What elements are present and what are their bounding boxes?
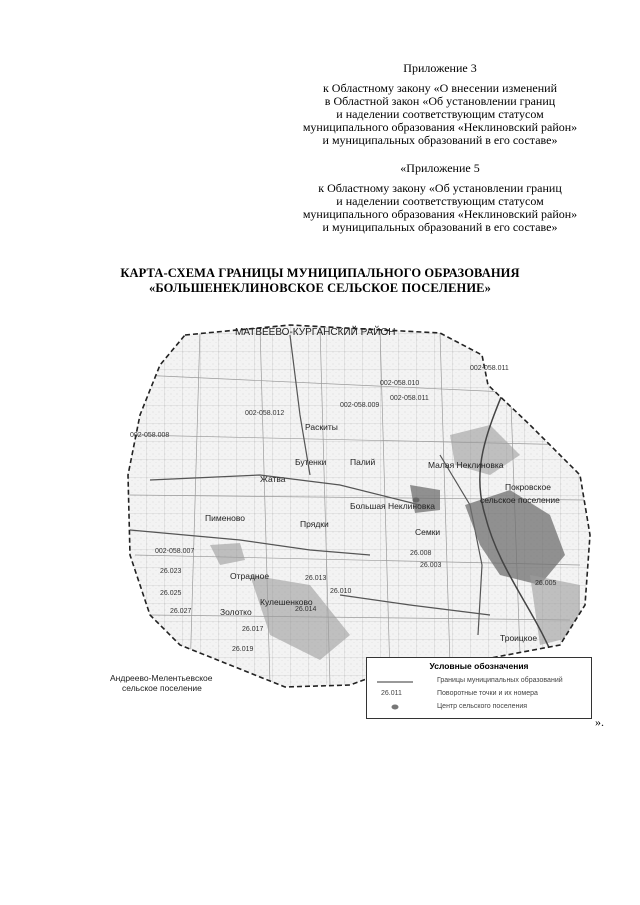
point-label: 26.010 xyxy=(330,588,352,595)
label-zhatva: Жатва xyxy=(260,474,286,484)
map-title xyxy=(60,266,580,296)
appendix-line: и наделении соответствующим статусом xyxy=(336,107,544,121)
topographic-map xyxy=(110,315,600,715)
map-canvas xyxy=(110,315,600,715)
label-pokrovskoe-sub: сельское поселение xyxy=(480,495,560,505)
point-label: 26.003 xyxy=(420,562,442,569)
legend-point-sample: 26.011 xyxy=(381,690,402,697)
label-pryadki: Прядки xyxy=(300,519,329,529)
point-label: 26.014 xyxy=(295,606,317,613)
label-zolotko: Золотко xyxy=(220,607,252,617)
label-primenovo: Пименово xyxy=(205,513,245,523)
appendix2-line: к Областному закону «Об установлении границ xyxy=(318,181,562,195)
point-label: 002-058.012 xyxy=(245,410,285,417)
appendix2-line: и муниципальных образований в его составе» xyxy=(322,220,558,234)
point-label: 002-058.011 xyxy=(390,395,429,402)
legend xyxy=(366,657,592,719)
label-semki: Семки xyxy=(415,527,441,537)
label-otradnoe: Отрадное xyxy=(230,571,270,581)
point-label: 002-058.010 xyxy=(380,380,420,387)
boundary-line-icon xyxy=(375,675,415,687)
legend-label: Границы муниципальных образований xyxy=(437,677,563,684)
point-label: 26.027 xyxy=(170,608,192,615)
label-andreevo-sub: сельское поселение xyxy=(122,683,202,693)
legend-title: Условные обозначения xyxy=(429,661,529,671)
label-kuleshenko: Кулешенково xyxy=(260,597,313,607)
point-label: 26.017 xyxy=(242,626,264,633)
closing-quote: ». xyxy=(595,715,604,729)
appendix2-line: и наделении соответствующим статусом xyxy=(336,194,544,208)
label-andreevo: Андреево-Мелентьевское xyxy=(110,673,213,683)
label-paliy: Палий xyxy=(350,457,376,467)
appendix-line: к Областному закону «О внесении изменений xyxy=(322,81,558,95)
legend-row-center xyxy=(375,701,587,713)
appendix2-line: муниципального образования «Неклиновский район» xyxy=(302,207,578,221)
legend-row-points xyxy=(375,688,587,700)
map-title-line: КАРТА-СХЕМА ГРАНИЦЫ МУНИЦИПАЛЬНОГО ОБРАЗОВАНИЯ xyxy=(120,266,520,280)
legend-row-boundary xyxy=(375,675,587,687)
legend-label: Поворотные точки и их номера xyxy=(437,690,538,697)
point-label: 26.025 xyxy=(160,590,182,597)
point-label: 26.013 xyxy=(305,575,327,582)
point-label: 26.005 xyxy=(535,580,557,587)
appendix-line: в Областной закон «Об установлении границ xyxy=(324,94,556,108)
point-label: 26.019 xyxy=(232,646,254,653)
label-matveevo: МАТВЕЕВО-КУРГАНСКИЙ РАЙОН xyxy=(235,327,396,338)
map-title-line: «БОЛЬШЕНЕКЛИНОВСКОЕ СЕЛЬСКОЕ ПОСЕЛЕНИЕ» xyxy=(149,281,491,295)
label-troitskoe: Троицкое xyxy=(500,633,538,643)
label-bolshaya: Большая Неклиновка xyxy=(350,501,435,511)
label-butenki: Бутенки xyxy=(295,457,327,467)
point-label: 26.008 xyxy=(410,550,432,557)
center-dot-icon xyxy=(375,701,415,713)
label-raskity: Раскиты xyxy=(305,422,338,432)
legend-label: Центр сельского поселения xyxy=(437,703,528,710)
map xyxy=(110,315,600,715)
point-label: 002-058.009 xyxy=(340,402,380,409)
point-label: 002-058.008 xyxy=(130,432,170,439)
label-malaya: Малая Неклиновка xyxy=(428,460,504,470)
appendix2-number: «Приложение 5 xyxy=(400,161,480,175)
label-pokrovskoe: Покровское xyxy=(505,482,551,492)
appendix-number: Приложение 3 xyxy=(403,61,477,75)
point-label: 002-058.011 xyxy=(470,365,509,372)
point-label: 26.023 xyxy=(160,568,182,575)
appendix-line: муниципального образования «Неклиновский район» xyxy=(302,120,578,134)
point-label: 002-058.007 xyxy=(155,548,195,555)
appendix-line: и муниципальных образований в его составе» xyxy=(322,133,558,147)
